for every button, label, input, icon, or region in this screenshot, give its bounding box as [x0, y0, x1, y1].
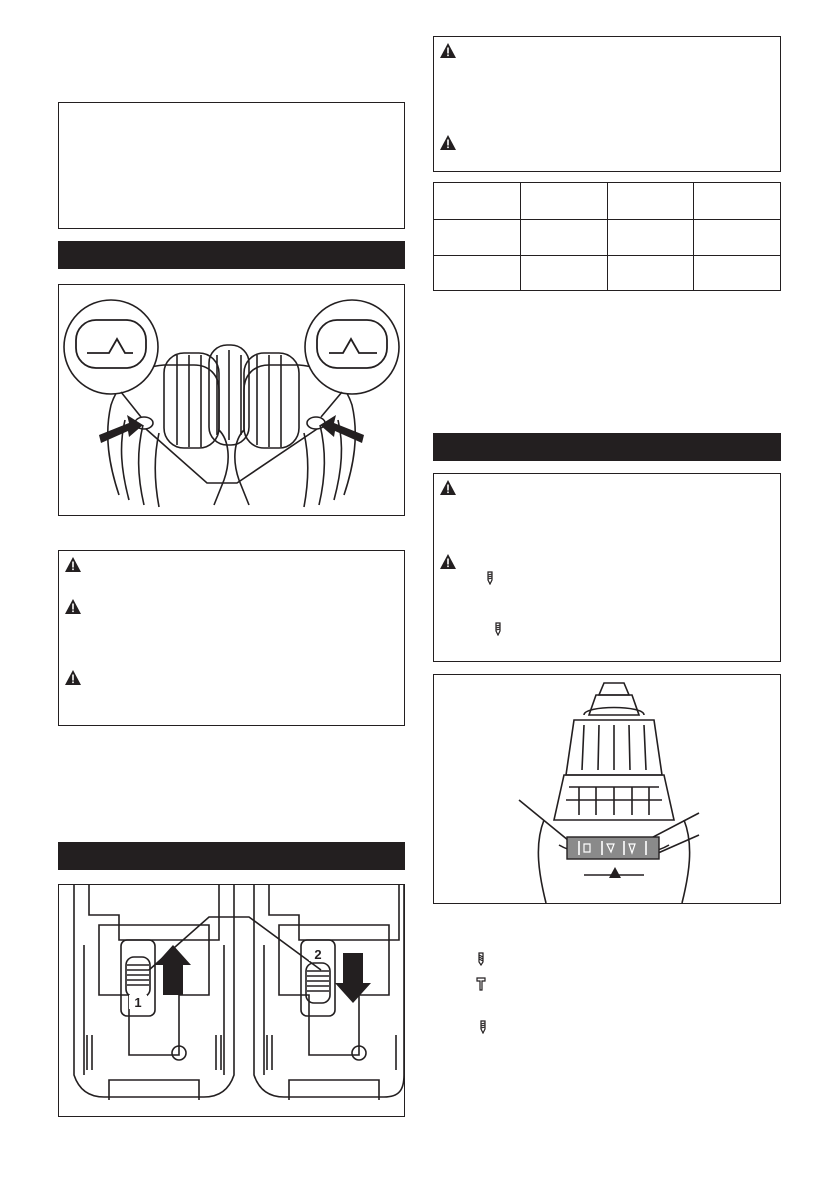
speed-change-illustration	[59, 885, 404, 1116]
table-cell	[607, 183, 694, 220]
section-header-reversing-switch	[58, 241, 405, 269]
section-header-action-mode	[433, 433, 781, 461]
hammer-mode-icon	[476, 977, 486, 991]
screw-mode-icon	[478, 1020, 488, 1034]
table-cell	[520, 183, 607, 220]
figure-reversing-switch	[58, 284, 405, 516]
table-row	[434, 183, 781, 220]
table-cell	[694, 220, 781, 256]
warning-triangle-icon	[65, 599, 81, 614]
warning-triangle-icon	[440, 554, 456, 569]
table-row	[434, 220, 781, 256]
warning-triangle-icon	[440, 43, 456, 58]
warning-triangle-icon	[440, 135, 456, 150]
caution-box-mid-right	[433, 473, 781, 662]
table-cell	[607, 220, 694, 256]
warning-triangle-icon	[65, 670, 81, 685]
figure-action-mode-ring	[433, 674, 781, 904]
table-cell	[520, 256, 607, 291]
drill-mode-icon	[476, 952, 486, 966]
table-cell	[434, 256, 521, 291]
reversing-switch-illustration	[59, 285, 404, 515]
action-mode-illustration	[434, 675, 780, 903]
figure-speed-change-lever	[58, 884, 405, 1117]
table-cell	[694, 256, 781, 291]
table-cell	[694, 183, 781, 220]
warning-triangle-icon	[440, 480, 456, 495]
table-cell	[607, 256, 694, 291]
caution-box-top-right	[433, 36, 781, 172]
table-row	[434, 256, 781, 291]
position-label-2: 2	[314, 947, 322, 962]
table-cell	[434, 183, 521, 220]
note-box	[58, 102, 405, 229]
table-cell	[434, 220, 521, 256]
screw-mode-icon	[493, 622, 503, 636]
position-label-1: 1	[134, 995, 142, 1010]
table-cell	[520, 220, 607, 256]
screw-mode-icon	[485, 571, 495, 585]
caution-box-left	[58, 550, 405, 726]
speed-table	[433, 182, 781, 291]
warning-triangle-icon	[65, 557, 81, 572]
section-header-speed-change	[58, 842, 405, 870]
